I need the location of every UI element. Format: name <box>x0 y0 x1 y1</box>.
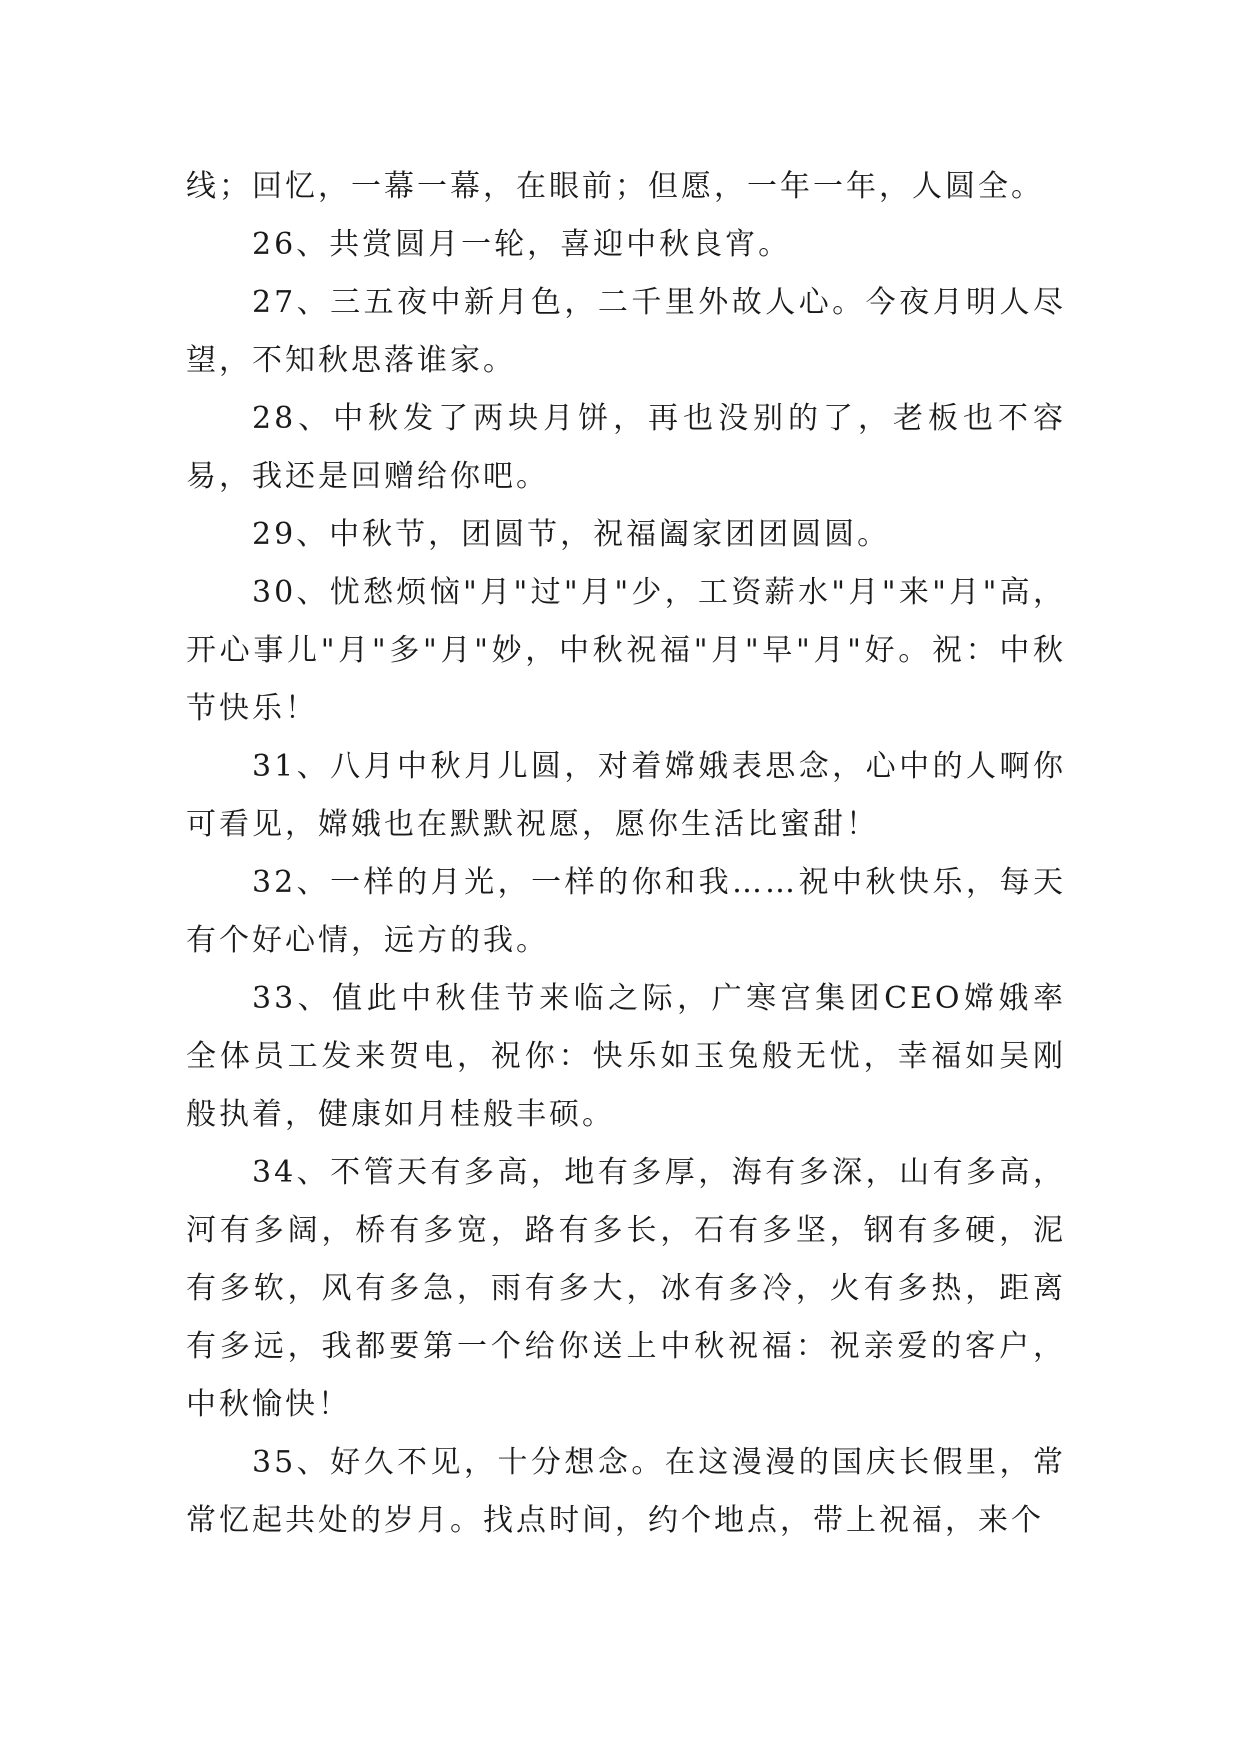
paragraph-35: 35、好久不见，十分想念。在这漫漫的国庆长假里，常常忆起共处的岁月。找点时间，约个地点，带上祝福，来个 <box>186 1445 1066 1538</box>
paragraph-26: 26、共赏圆月一轮，喜迎中秋良宵。 <box>252 227 792 262</box>
document-page <box>186 158 1066 1550</box>
paragraph-34: 34、不管天有多高，地有多厚，海有多深，山有多高，河有多阔，桥有多宽，路有多长，石有多坚，钢有多硬，泥有多软，风有多急，雨有多大，冰有多冷，火有多热，距离有多远，我都要第一个给你送上中秋祝福：祝亲爱的客户，中秋愉快！ <box>186 1155 1066 1422</box>
paragraph-31: 31、八月中秋月儿圆，对着嫦娥表思念，心中的人啊你可看见，嫦娥也在默默祝愿，愿你生活比蜜甜！ <box>186 749 1066 842</box>
paragraph-27: 27、三五夜中新月色，二千里外故人心。今夜月明人尽望，不知秋思落谁家。 <box>186 285 1066 378</box>
paragraph-28: 28、中秋发了两块月饼，再也没别的了，老板也不容易，我还是回赠给你吧。 <box>186 401 1066 494</box>
paragraph-32: 32、一样的月光，一样的你和我……祝中秋快乐，每天有个好心情，远方的我。 <box>186 865 1066 958</box>
paragraph-30: 30、忧愁烦恼"月"过"月"少，工资薪水"月"来"月"高，开心事儿"月"多"月"妙，中秋祝福"月"早"月"好。祝：中秋节快乐！ <box>186 575 1066 726</box>
paragraph-continuation: 线；回忆，一幕一幕，在眼前；但愿，一年一年，人圆全。 <box>186 169 1044 204</box>
paragraph-33: 33、值此中秋佳节来临之际，广寒宫集团CEO嫦娥率全体员工发来贺电，祝你：快乐如玉兔般无忧，幸福如吴刚般执着，健康如月桂般丰硕。 <box>186 981 1066 1132</box>
paragraph-29: 29、中秋节，团圆节，祝福阖家团团圆圆。 <box>252 517 891 552</box>
